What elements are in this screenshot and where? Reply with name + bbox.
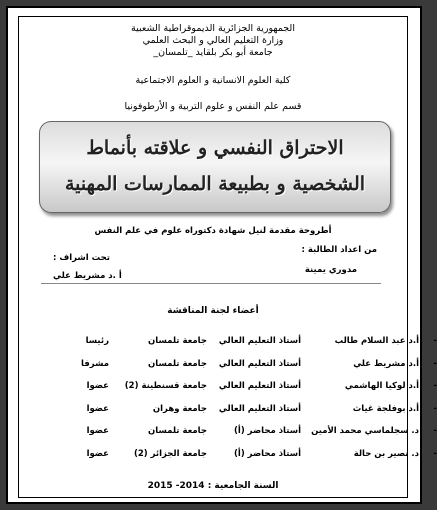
row-dash: -	[433, 426, 437, 436]
member-rank: أستاذ التعليم العالي	[218, 336, 301, 346]
member-institution: جامعة تلمسان	[148, 426, 207, 436]
thesis-title-line-1: الاحتراق النفسي و علاقته بأنماط	[86, 137, 344, 159]
row-dash: -	[433, 358, 437, 369]
university-line: جامعة أبو بكر بلقايد _تلمسان_	[153, 47, 273, 58]
row-dash: -	[433, 381, 437, 391]
committee-row	[39, 425, 437, 438]
row-dash: -	[433, 448, 437, 459]
committee-heading: أعضاء لجنة المناقشة	[167, 306, 259, 316]
committee-row	[39, 335, 437, 348]
supervisor-label: تحت اشراف :	[53, 253, 110, 263]
member-name: أ.د عبد السلام طالب	[334, 336, 419, 346]
thesis-title-box	[39, 121, 391, 213]
member-rank: أستاذ التعليم العالي	[218, 403, 301, 414]
thesis-title-line-2: الشخصية و بطبيعة الممارسات المهنية	[64, 173, 366, 195]
member-role: مشرفا	[81, 358, 109, 369]
academic-year: السنة الجامعية : 2014- 2015	[147, 481, 279, 491]
committee-row	[39, 448, 437, 461]
member-name: أ.د بوفلجة غياث	[352, 403, 419, 414]
member-role: رئيسا	[85, 336, 109, 346]
member-name: أ.د مشريط علي	[353, 358, 419, 369]
faculty-line: كلية العلوم الانسانية و العلوم الاجتماعية	[135, 75, 291, 86]
committee-row	[39, 403, 437, 416]
member-role: عضوا	[86, 448, 109, 459]
member-rank: أستاذ محاضر (أ)	[234, 448, 301, 459]
student-label: من اعداد الطالبة :	[301, 245, 377, 255]
member-role: عضوا	[86, 403, 109, 414]
member-name: د. نصير بن حالة	[353, 448, 419, 459]
member-rank: أستاذ التعليم العالي	[218, 381, 301, 391]
member-role: عضوا	[86, 426, 109, 436]
committee-row	[39, 380, 437, 393]
separator-line	[41, 283, 381, 284]
member-institution: جامعة قسنطينة (2)	[124, 381, 207, 391]
committee-row	[39, 358, 437, 371]
row-dash: -	[433, 403, 437, 414]
member-institution: جامعة تلمسان	[148, 336, 207, 346]
ministry-line: وزارة التعليم العالي و البحث العلمي	[142, 35, 284, 46]
supervisor-name: أ .د مشريط علي	[53, 271, 122, 281]
page-inner-border	[18, 16, 437, 498]
member-name: أ.د لوكيا الهاشمي	[344, 381, 419, 391]
student-name: مدوري يمينة	[304, 265, 357, 275]
member-role: عضوا	[86, 381, 109, 391]
department-line: قسم علم النفس و علوم التربية و الأرطوفونيا	[124, 101, 302, 112]
member-institution: جامعة الجزائر (2)	[133, 448, 207, 459]
member-rank: أستاذ التعليم العالي	[218, 358, 301, 369]
member-rank: أستاذ محاضر (أ)	[234, 426, 301, 436]
thesis-note: أطروحة مقدمة لنيل شهادة دكتوراه علوم في علم النفس	[94, 226, 332, 236]
member-institution: جامعة وهران	[152, 403, 207, 414]
republic-line: الجمهورية الجزائرية الديموقراطية الشعبية	[131, 23, 295, 34]
member-institution: جامعة تلمسان	[148, 358, 207, 369]
row-dash: -	[433, 336, 437, 346]
member-name: د. سجلماسي محمد الأمين	[311, 426, 419, 436]
